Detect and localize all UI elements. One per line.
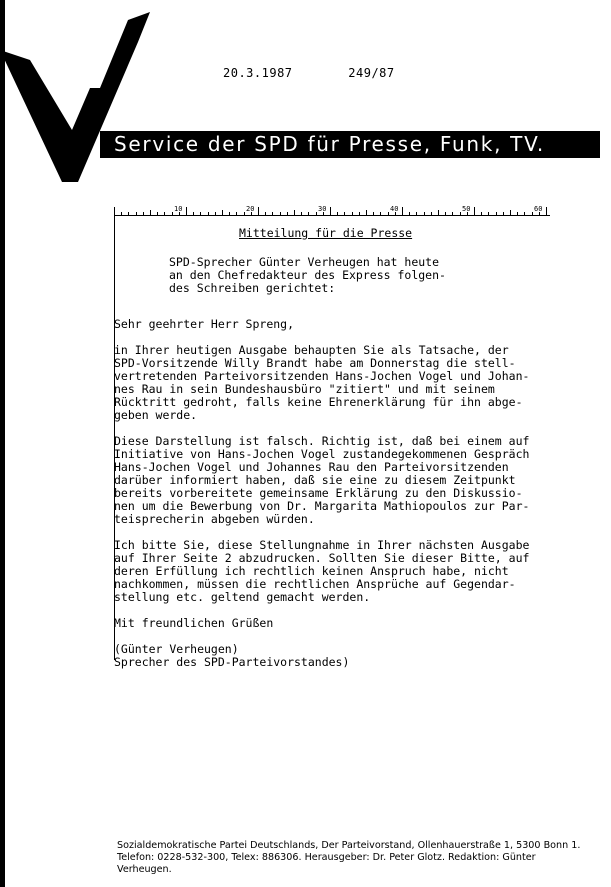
ruler-tick [438,210,439,215]
ruler-tick [344,212,345,215]
paragraph [114,344,584,422]
paragraph-line: teisprecherin abgeben würden. [114,512,315,526]
ruler-tick [496,212,497,215]
ruler-tick [474,207,475,215]
paragraph-line: vertretenden Parteivorsitzenden Hans-Jochen Vogel und Johan- [114,369,530,383]
ruler-tick [510,210,511,215]
ruler-tick [460,212,461,215]
ruler-label: 20 [246,205,255,213]
letter-body [114,318,584,669]
paragraph-line: nachkommen, müssen die rechtlichen Ansprüche auf Gegendar- [114,577,516,591]
paragraph [114,539,584,604]
ruler-tick [424,212,425,215]
paragraph-line: Hans-Jochen Vogel und Johannes Rau den Parteivorsitzenden [114,460,509,474]
intro-line: SPD-Sprecher Günter Verheugen hat heute [169,255,440,269]
release-date: 20.3.1987 [223,66,293,80]
salutation: Sehr geehrter Herr Spreng, [114,317,295,331]
paragraph-line: deren Erfüllung ich rechtlich keinen Anspruch habe, nicht [114,564,509,578]
ruler-tick [287,212,288,215]
service-banner: Service der SPD für Presse, Funk, TV. [100,131,600,158]
ruler-tick [121,212,122,215]
ruler-tick [431,212,432,215]
ruler-tick [373,212,374,215]
signature-title: Sprecher des SPD-Parteivorstandes) [114,655,350,669]
closing: Mit freundlichen Grüßen [114,616,274,630]
ruler-tick [193,212,194,215]
ruler-tick [236,212,237,215]
paragraph-line: Rücktritt gedroht, falls keine Ehrenerklärung für ihn abge- [114,395,523,409]
ruler-tick [186,207,187,215]
paragraph-line: nes Rau in sein Bundeshausbüro "zitiert" und mit seinem [114,382,495,396]
ruler-tick [388,212,389,215]
ruler-tick [445,212,446,215]
ruler-tick [488,212,489,215]
ruler-tick [524,212,525,215]
ruler-tick [172,212,173,215]
paragraph-line: nen um die Bewerbung von Dr. Margarita Mathiopoulos zur Par- [114,499,530,513]
ruler-tick [532,212,533,215]
ruler-tick [380,212,381,215]
intro-text [169,256,446,295]
signature-name: (Günter Verheugen) [114,642,239,656]
ruler-tick [366,210,367,215]
ruler-tick [409,212,410,215]
ruler-tick [244,212,245,215]
footer-contact: Telefon: 0228-532-300, Telex: 886306. Herausgeber: Dr. Peter Glotz. Redaktion: Günter Verheugen. [117,852,536,875]
ruler-tick [294,210,295,215]
ruler-tick [272,212,273,215]
ruler-tick [308,212,309,215]
ruler-tick [402,207,403,215]
paragraph-line: geben werde. [114,408,198,422]
ruler-tick [265,212,266,215]
ruler-tick [136,212,137,215]
ruler-tick [452,212,453,215]
ruler-tick [352,212,353,215]
ruler-tick [337,212,338,215]
ruler-tick [301,212,302,215]
v-logo-icon [0,0,150,200]
ruler-tick [208,212,209,215]
paragraph-line: Diese Darstellung ist falsch. Richtig ist, daß bei einem auf [114,434,530,448]
ruler-tick [200,212,201,215]
footer [117,840,587,876]
ruler-label: 40 [390,205,399,213]
ruler-tick [517,212,518,215]
ruler-label: 60 [534,205,543,213]
header-meta [223,66,443,80]
intro-line: des Schreiben gerichtet: [169,281,336,295]
ruler-tick [143,212,144,215]
ruler-tick [157,212,158,215]
ruler-tick [359,212,360,215]
paragraph-line: stellung etc. geltend gemacht werden. [114,590,371,604]
ruler-tick [258,207,259,215]
ruler-label: 30 [318,205,327,213]
intro-line: an den Chefredakteur des Express folgen- [169,268,446,282]
paragraph-line: Initiative von Hans-Jochen Vogel zustandegekommenen Gespräch [114,447,530,461]
ruler-tick [416,212,417,215]
ruler-tick [330,207,331,215]
ruler-tick [128,212,129,215]
document-title: Mitteilung für die Presse [239,226,413,240]
ruler-tick [150,210,151,215]
ruler-tick [316,212,317,215]
ruler-tick [164,212,165,215]
ruler-tick [481,212,482,215]
ruler-tick [229,212,230,215]
ruler-label: 10 [174,205,183,213]
release-number: 249/87 [348,66,395,80]
ruler-tick [503,212,504,215]
paragraph [114,435,584,526]
footer-address: Sozialdemokratische Partei Deutschlands, Der Parteivorstand, Ollenhauerstraße 1, 5300 Bonn 1. [117,840,581,851]
typewriter-ruler [114,206,550,216]
ruler-label: 50 [462,205,471,213]
ruler-tick [222,210,223,215]
ruler-tick [215,212,216,215]
paragraph-line: auf Ihrer Seite 2 abzudrucken. Sollten Sie dieser Bitte, auf [114,551,530,565]
ruler-tick [546,207,547,215]
paragraph-line: Ich bitte Sie, diese Stellungnahme in Ihrer nächsten Ausgabe [114,538,530,552]
paragraph-line: darüber informiert haben, daß sie eine zu diesem Zeitpunkt [114,473,516,487]
paragraph-line: SPD-Vorsitzende Willy Brandt habe am Donnerstag die stell- [114,356,516,370]
paragraph-line: in Ihrer heutigen Ausgabe behaupten Sie als Tatsache, der [114,343,509,357]
ruler-tick [114,207,115,215]
ruler-tick [280,212,281,215]
paragraph-line: bereits vorbereitete gemeinsame Erklärung zu den Diskussio- [114,486,523,500]
